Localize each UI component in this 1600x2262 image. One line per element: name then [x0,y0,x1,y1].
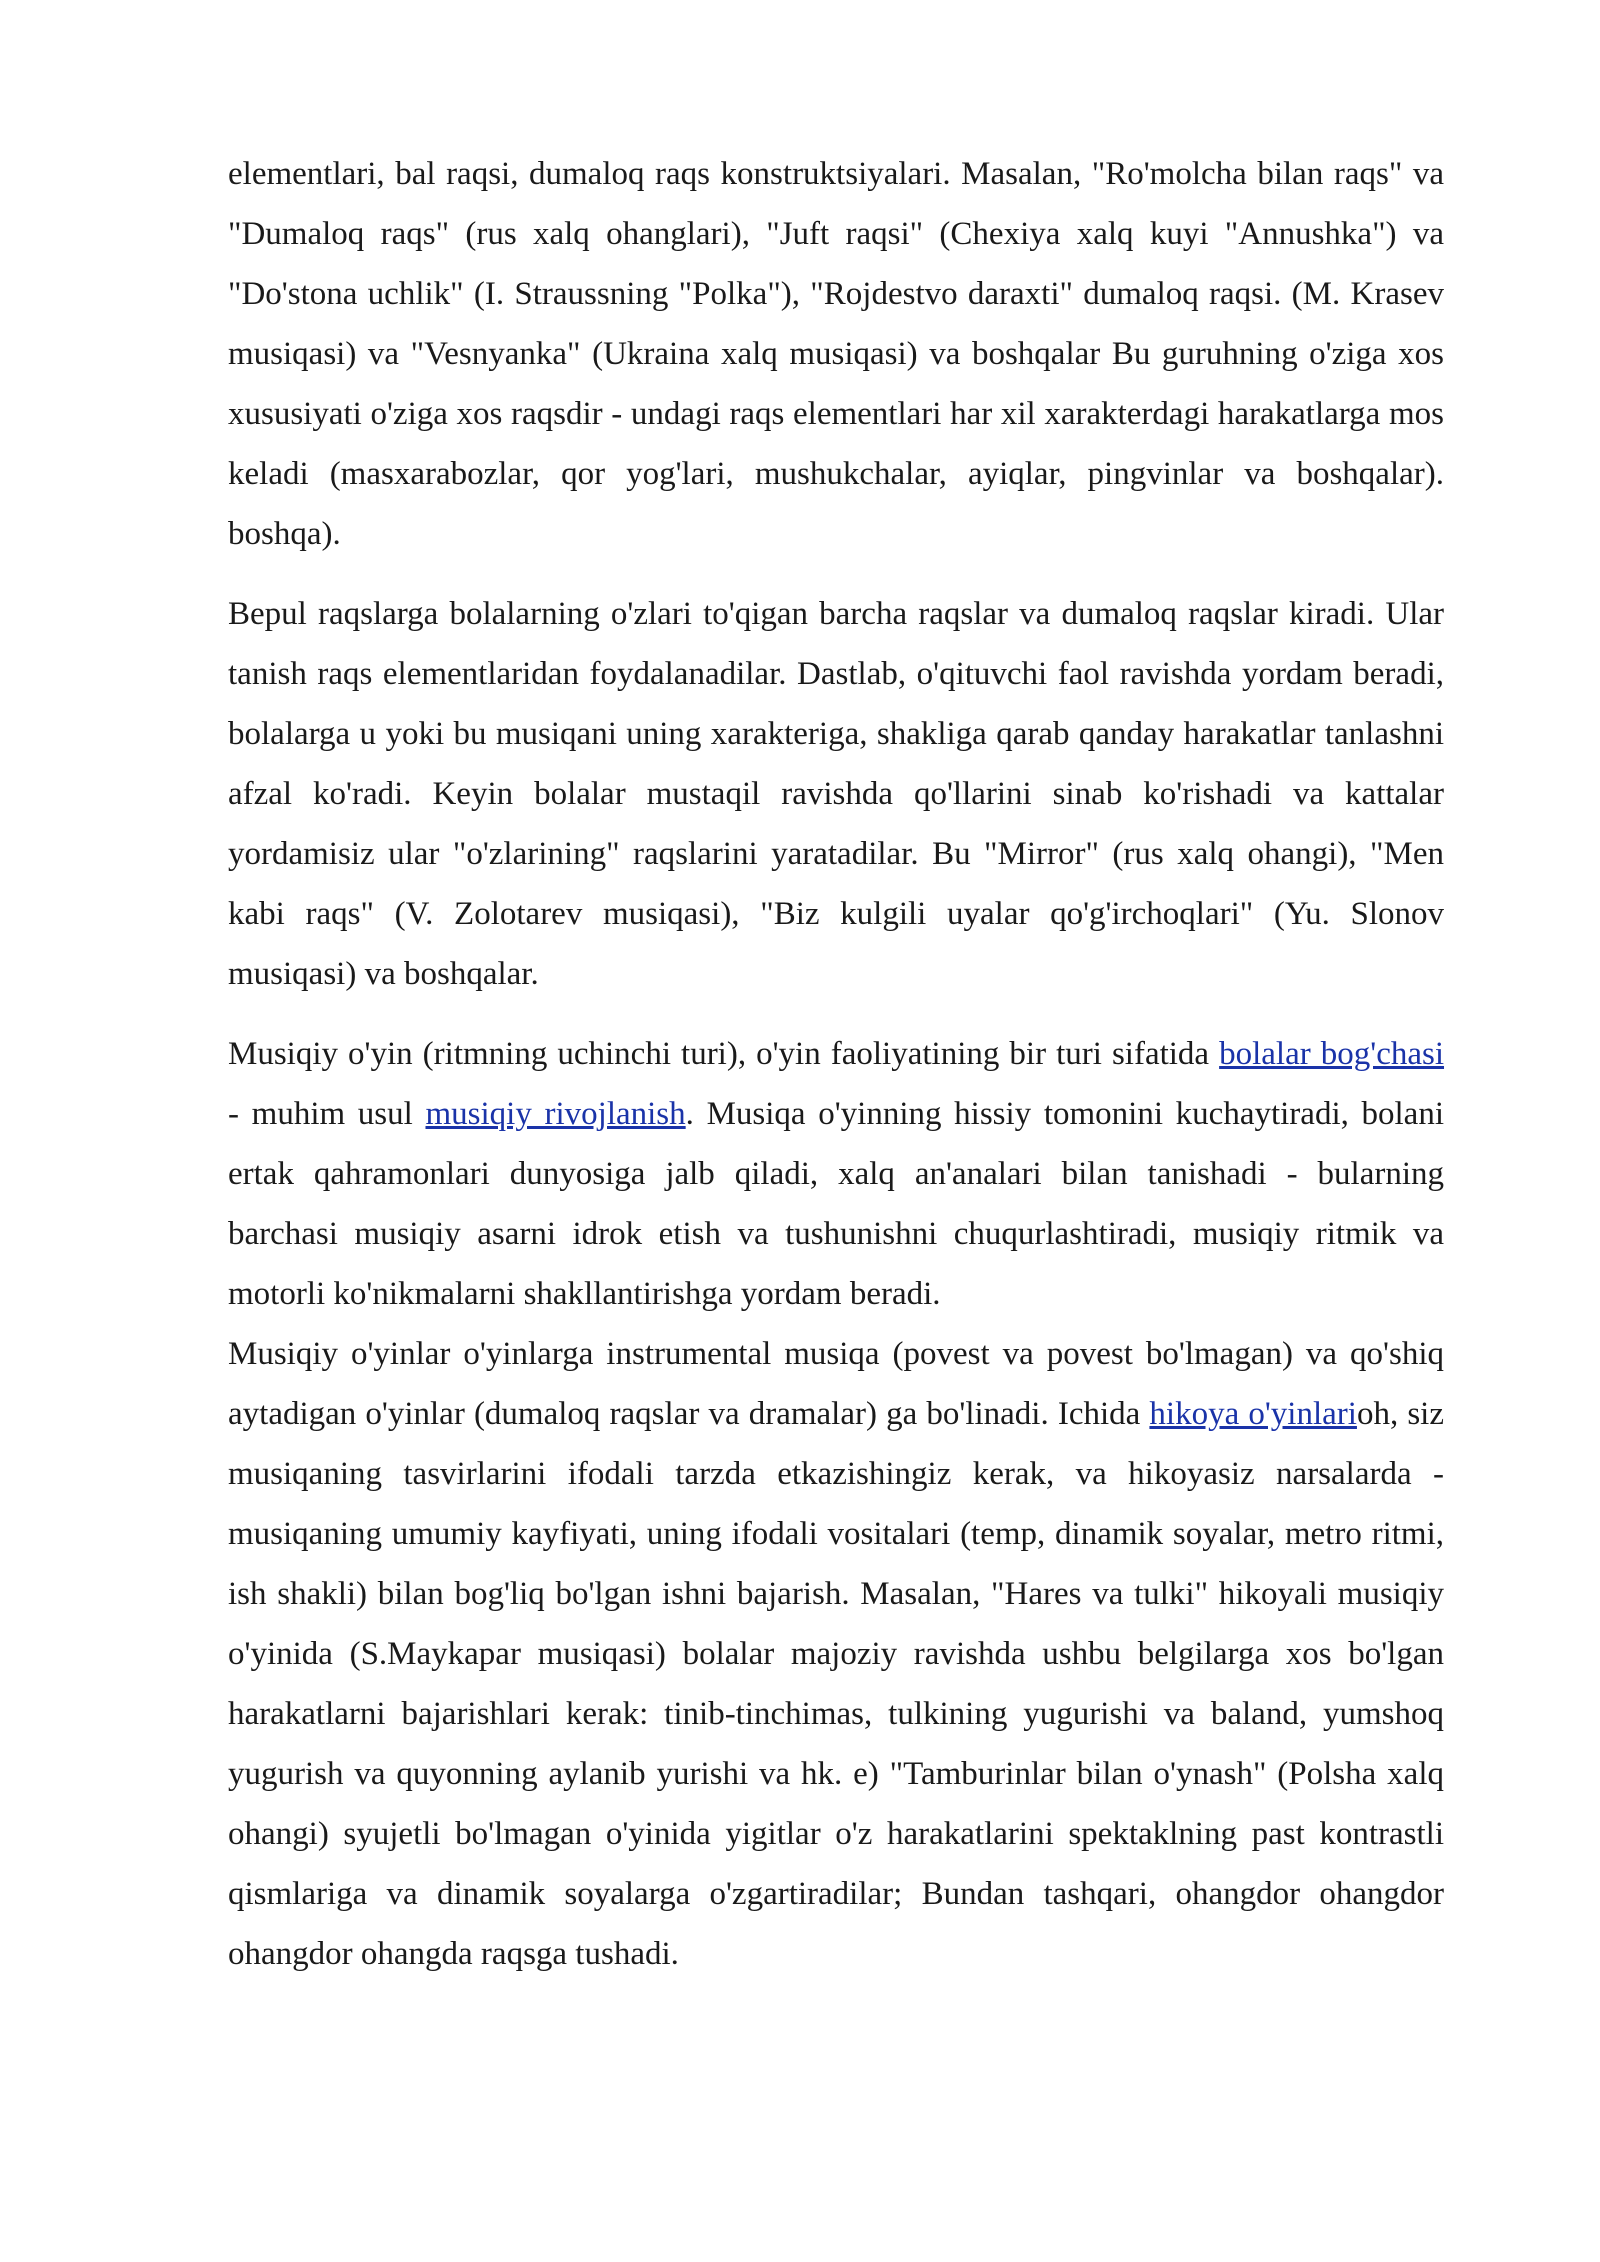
link-musiqiy-rivojlanish[interactable]: musiqiy rivojlanish [425,1096,686,1132]
paragraph-4-text-a: Musiqiy o'yinlar o'yinlarga instrumental musiqa (povest va povest bo'lmagan) va qo'shiq aytadigan o'yinlar (dumaloq raqslar va dramalar) ga bo'linadi. Ichida [228,1336,1444,1432]
paragraph-3 [228,1024,1461,1324]
document-body [228,144,1461,1984]
link-hikoya-oyinlari[interactable]: hikoya o'yinlari [1149,1396,1357,1432]
paragraph-2: Bepul raqslarga bolalarning o'zlari to'qigan barcha raqslar va dumaloq raqslar kiradi. Ular tanish raqs elementlaridan foydalanadilar. Dastlab, o'qituvchi faol ravishda yordam beradi, bolalarga u yoki bu musiqani uning xarakteriga, shakliga qarab qanday harakatlar tanlashni afzal ko'radi. Keyin bolalar mustaqil ravishda qo'llarini sinab ko'rishadi va kattalar yordamisiz ular "o'zlarining" raqslarini yaratadilar. Bu "Mirror" (rus xalq ohangi), "Men kabi raqs" (V. Zolotarev musiqasi), "Biz kulgili uyalar qo'g'irchoqlari" (Yu. Slonov musiqasi) va boshqalar. [228,596,1444,992]
link-bolalar-bogchasi[interactable]: bolalar bog'chasi [1219,1036,1445,1072]
paragraph-4-text-b: oh, siz musiqaning tasvirlarini ifodali tarzda etkazishingiz kerak, va hikoyasiz narsalarda - musiqaning umumiy kayfiyati, uning ifodali vositalari (temp, dinamik soyalar, metro ritmi, ish shakli) bilan bog'liq bo'lgan ishni bajarish. Masalan, "Hares va tulki" hikoyali musiqiy o'yinida (S.Maykapar musiqasi) bolalar majoziy ravishda ushbu belgilarga xos bo'lgan harakatlarni bajarishlari kerak: tinib-tinchimas, tulkining yugurishi va baland, yumshoq yugurish va quyonning aylanib yurishi va hk. e) "Tamburinlar bilan o'ynash" (Polsha xalq ohangi) syujetli bo'lmagan o'yinida yigitlar o'z harakatlarini spektaklning past kontrastli qismlariga va dinamik soyalarga o'zgartiradilar; Bundan tashqari, ohangdor ohangdor ohangdor ohangda raqsga tushadi. [228,1396,1444,1972]
paragraph-3-text-c: . Musiqa o'yinning hissiy tomonini kuchaytiradi, bolani ertak qahramonlari dunyosiga jalb qiladi, xalq an'analari bilan tanishadi - bularning barchasi musiqiy asarni idrok etish va tushunishni chuqurlashtiradi, musiqiy ritmik va motorli ko'nikmalarni shakllantirishga yordam beradi. [228,1096,1445,1312]
paragraph-1: elementlari, bal raqsi, dumaloq raqs konstruktsiyalari. Masalan, "Ro'molcha bilan raqs" va "Dumaloq raqs" (rus xalq ohanglari), "Juft raqsi" (Chexiya xalq kuyi "Annushka") va "Do'stona uchlik" (I. Straussning "Polka"), "Rojdestvo daraxti" dumaloq raqsi. (M. Krasev musiqasi) va "Vesnyanka" (Ukraina xalq musiqasi) va boshqalar Bu guruhning o'ziga xos xususiyati o'ziga xos raqsdir - undagi raqs elementlari har xil xarakterdagi harakatlarga mos keladi (masxarabozlar, qor yog'lari, mushukchalar, ayiqlar, pingvinlar va boshqalar). boshqa). [228,156,1444,552]
paragraph-3-text-b: - muhim usul [228,1036,1461,1132]
paragraph-4 [228,1324,1444,1984]
paragraph-3-text-a: Musiqiy o'yin (ritmning uchinchi turi), o'yin faoliyatining bir turi sifatida [228,1036,1220,1072]
